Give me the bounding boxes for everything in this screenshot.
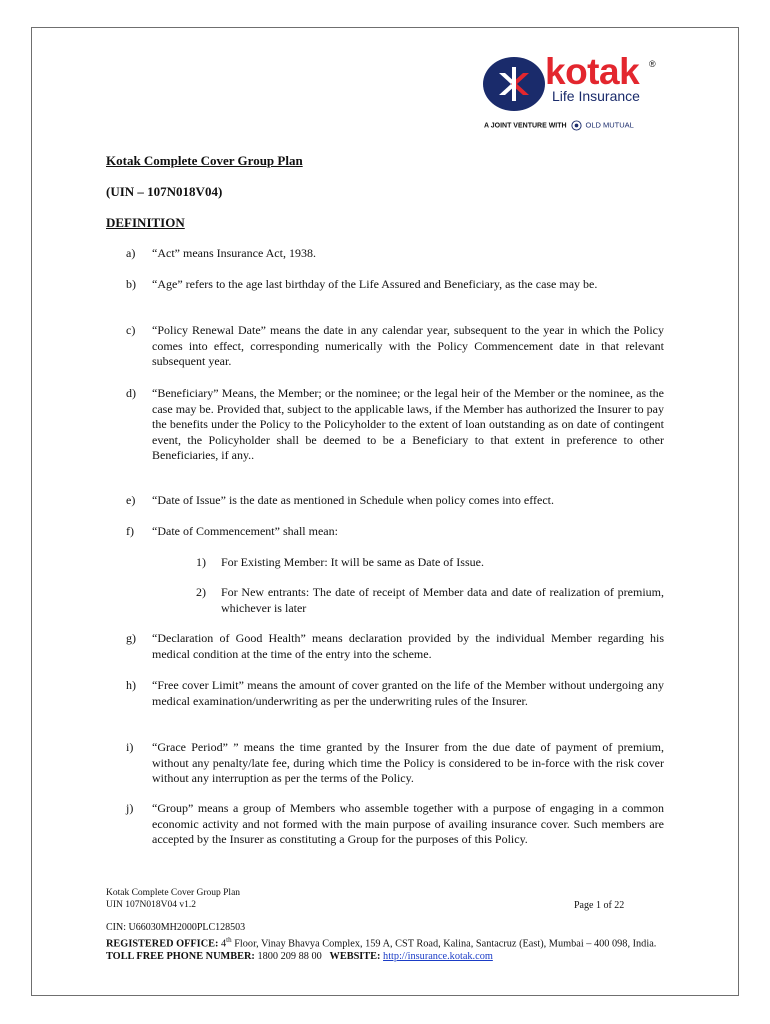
footer-version: UIN 107N018V04 v1.2 <box>106 900 196 910</box>
section-heading: DEFINITION <box>106 215 185 230</box>
definition-label: b) <box>126 277 136 291</box>
logo-subtitle: Life Insurance <box>552 88 640 104</box>
document-uin: (UIN – 107N018V04) <box>106 184 223 199</box>
document-title: Kotak Complete Cover Group Plan <box>106 153 303 168</box>
definition-text: “Beneficiary” Means, the Member; or the nominee; or the legal heir of the Member or the nominee, as the case may be. Provided that, subject to the applicable laws, if the Member has authorized the Insurer to pay the benefits under the Policy to the Policyholder to the extent of loan outstanding as on date of contingent event, the Policyholder shall be deemed to be a Beneficiary to that extent in preference to other Beneficiaries, if any.. <box>152 386 664 463</box>
page-border <box>31 27 739 996</box>
definition-text: “Policy Renewal Date” means the date in any calendar year, subsequent to the year in which the Policy comes into effect, corresponding numerically with the Policy Commencement date in that relevant subsequent year. <box>152 323 664 369</box>
sub-item <box>196 585 664 616</box>
logo-wordmark: kotak <box>545 51 640 92</box>
sub-item-text: For New entrants: The date of receipt of Member data and date of realization of premium, whichever is later <box>221 585 664 615</box>
definition-text: “Act” means Insurance Act, 1938. <box>152 246 316 260</box>
definition-label: h) <box>126 678 136 692</box>
kotak-logo-icon <box>481 55 549 113</box>
phone-number: 1800 209 88 00 <box>257 951 322 963</box>
definition-item <box>106 524 664 540</box>
definition-text: “Free cover Limit” means the amount of cover granted on the life of the Member without undergoing any medical examination/underwriting as per the underwriting rules of the Insurer. <box>152 678 664 708</box>
definition-item <box>106 631 664 662</box>
website-label: WEBSITE: <box>329 951 381 963</box>
sub-item-label: 2) <box>196 585 206 599</box>
joint-venture-line <box>484 120 674 131</box>
definition-label: c) <box>126 323 136 337</box>
page-number: Page 1 of 22 <box>574 900 625 911</box>
definition-item <box>106 678 664 709</box>
footer-cin: CIN: U66030MH2000PLC128503 <box>106 922 246 933</box>
definition-label: j) <box>126 801 134 815</box>
kotak-logo <box>481 51 661 145</box>
registered-office <box>106 934 666 964</box>
partner-name: OLD MUTUAL <box>585 120 634 130</box>
definition-item <box>106 493 664 509</box>
definition-label: a) <box>126 246 136 260</box>
definition-label: f) <box>126 524 134 538</box>
definition-label: d) <box>126 386 136 400</box>
definition-text: “Declaration of Good Health” means declaration provided by the individual Member regarding his medical condition at the time of the entry into the scheme. <box>152 631 664 661</box>
footer-plan-name: Kotak Complete Cover Group Plan <box>106 888 241 898</box>
old-mutual-icon <box>571 120 582 131</box>
sub-item <box>196 555 664 571</box>
definition-item <box>106 323 664 370</box>
office-floor-suffix: th <box>226 936 232 944</box>
sub-item-text: For Existing Member: It will be same as Date of Issue. <box>221 555 484 569</box>
joint-venture-label: A JOINT VENTURE WITH <box>484 122 567 130</box>
definition-text: “Date of Commencement” shall mean: <box>152 524 338 538</box>
office-address: Floor, Vinay Bhavya Complex, 159 A, CST Road, Kalina, Santacruz (East), Mumbai – 400 098, India. <box>231 938 657 950</box>
definition-text: “Group” means a group of Members who assemble together with a purpose of engaging in a common economic activity and not formed with the main purpose of availing insurance cover. Such members are accepted by the Insurer as constituting a Group for the purposes of this Policy. <box>152 801 664 847</box>
sub-item-label: 1) <box>196 555 206 569</box>
definition-text: “Grace Period” ” means the time granted by the Insurer from the due date of payment of premium, without any penalty/late fee, during which time the Policy is considered to be in-force with the risk cover without any interruption as per the terms of the Policy. <box>152 740 664 786</box>
definition-label: g) <box>126 631 136 645</box>
definition-item <box>106 801 664 848</box>
phone-label: TOLL FREE PHONE NUMBER: <box>106 951 255 963</box>
definition-item <box>106 386 664 464</box>
definition-label: e) <box>126 493 136 507</box>
definition-label: i) <box>126 740 134 754</box>
office-label: REGISTERED OFFICE: <box>106 938 219 950</box>
definition-text: “Date of Issue” is the date as mentioned in Schedule when policy comes into effect. <box>152 493 554 507</box>
definition-item <box>106 740 664 787</box>
definition-item <box>106 277 664 293</box>
logo-registered-mark: ® <box>649 59 656 69</box>
website-link[interactable]: http://insurance.kotak.com <box>383 951 493 963</box>
definition-text: “Age” refers to the age last birthday of the Life Assured and Beneficiary, as the case may be. <box>152 277 598 291</box>
definition-item <box>106 246 664 262</box>
office-floor: 4 <box>221 938 227 950</box>
